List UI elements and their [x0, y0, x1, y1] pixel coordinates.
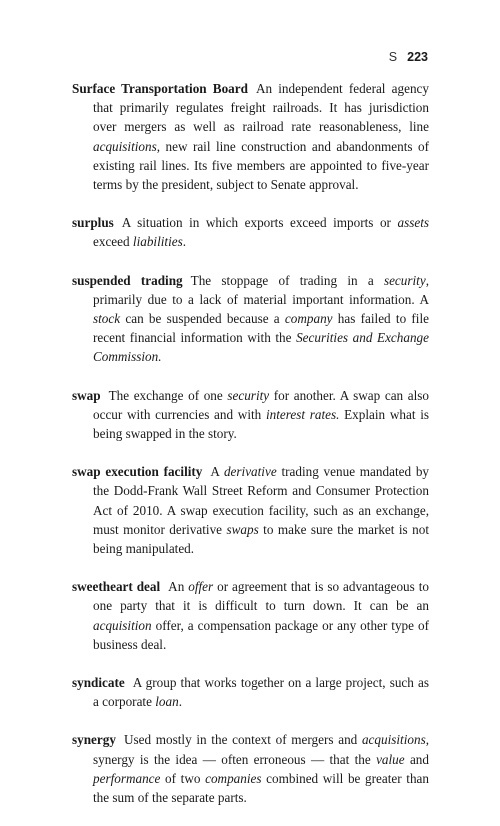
italic-reference: value	[376, 751, 405, 767]
glossary-entry	[72, 386, 429, 444]
entry-definition	[93, 215, 429, 249]
definition-text: The stoppage of trading in a	[190, 272, 384, 288]
page-number: 223	[407, 50, 428, 64]
italic-reference: companies	[205, 770, 262, 786]
definition-text: has failed to file recent financial information with the	[93, 311, 429, 346]
italic-reference: acquisitions	[361, 732, 426, 748]
definition-text: to make sure the market is not being manipulated.	[93, 521, 429, 557]
entry-term: swap	[72, 387, 101, 403]
entry-term: synergy	[72, 732, 116, 748]
italic-reference: assets	[397, 215, 429, 231]
definition-text: The exchange of one	[108, 387, 228, 403]
entry-term: swap execution facility	[72, 464, 203, 480]
entry-definition	[93, 388, 429, 441]
italic-reference: liabilities	[132, 234, 183, 250]
entry-term: sweetheart deal	[72, 579, 161, 595]
entry-definition	[93, 81, 429, 192]
glossary-entries	[72, 79, 429, 826]
definition-text: .	[178, 694, 182, 710]
definition-text: offer, a compensation package or any other type of business deal.	[93, 617, 429, 652]
definition-text: combined will be greater than the sum of the separate parts.	[93, 770, 429, 806]
definition-text: exceed	[93, 234, 133, 250]
entry-term: syndicate	[72, 675, 125, 691]
italic-reference: interest rates.	[265, 406, 340, 422]
italic-reference: company	[284, 311, 333, 327]
definition-text: , new rail line construction and abandonments of existing rail lines. Its five members are appointed to five-year terms by the president, subject to Senate approval.	[93, 138, 429, 193]
definition-text: and	[404, 751, 429, 767]
definition-text: A group that works together on a large project, such as a corporate	[93, 675, 429, 710]
entry-term: suspended trading	[72, 272, 183, 288]
section-letter: S	[388, 50, 398, 64]
definition-text: An	[168, 579, 189, 595]
glossary-entry	[72, 79, 429, 194]
italic-reference: acquisitions	[93, 138, 157, 154]
entry-term: surplus	[72, 215, 114, 231]
italic-reference: security	[227, 387, 270, 403]
definition-text: Used mostly in the context of mergers and	[123, 732, 362, 748]
italic-reference: Securities and Exchange Commission.	[93, 330, 429, 365]
definition-text: An independent federal agency that primarily regulates freight railroads. It has jurisdiction over mergers as well as railroad rate reasonableness, line	[93, 81, 429, 135]
glossary-entry	[72, 673, 429, 711]
italic-reference: offer	[188, 579, 214, 595]
italic-reference: stock	[93, 311, 121, 327]
definition-text: can be suspended because a	[120, 311, 285, 327]
definition-text: , primarily due to a lack of material important information. A	[93, 272, 429, 307]
glossary-entry	[72, 577, 429, 654]
italic-reference: swaps	[226, 521, 259, 537]
entry-definition	[93, 732, 429, 805]
italic-reference: security	[383, 272, 426, 288]
definition-text: A situation in which exports exceed imports or	[121, 215, 398, 231]
definition-text: for another. A swap can also occur with currencies and with	[93, 387, 430, 422]
definition-text: or agreement that is so advantageous to one party that it is difficult to turn down. It can be an	[93, 579, 429, 614]
italic-reference: performance	[93, 770, 161, 786]
glossary-entry	[72, 213, 429, 251]
glossary-entry	[72, 271, 429, 367]
definition-text: .	[182, 234, 187, 250]
glossary-entry	[72, 462, 429, 558]
italic-reference: loan	[155, 694, 179, 710]
glossary-entry	[72, 730, 429, 807]
entry-term: Surface Transportation Board	[72, 81, 248, 96]
definition-text: , synergy is the idea — often erroneous — that the	[93, 732, 429, 767]
definition-text: of two	[160, 770, 206, 786]
definition-text: A	[210, 464, 224, 480]
italic-reference: derivative	[223, 464, 277, 480]
definition-text: trading venue mandated by the Dodd-Frank Wall Street Reform and Consumer Protection Act of 2010. A swap execution facility, such as an exchange, must monitor derivative	[93, 464, 430, 537]
entry-definition	[93, 675, 429, 709]
italic-reference: acquisition	[93, 617, 152, 633]
definition-text: Explain what is being swapped in the story.	[93, 406, 429, 442]
page-header	[389, 50, 428, 64]
